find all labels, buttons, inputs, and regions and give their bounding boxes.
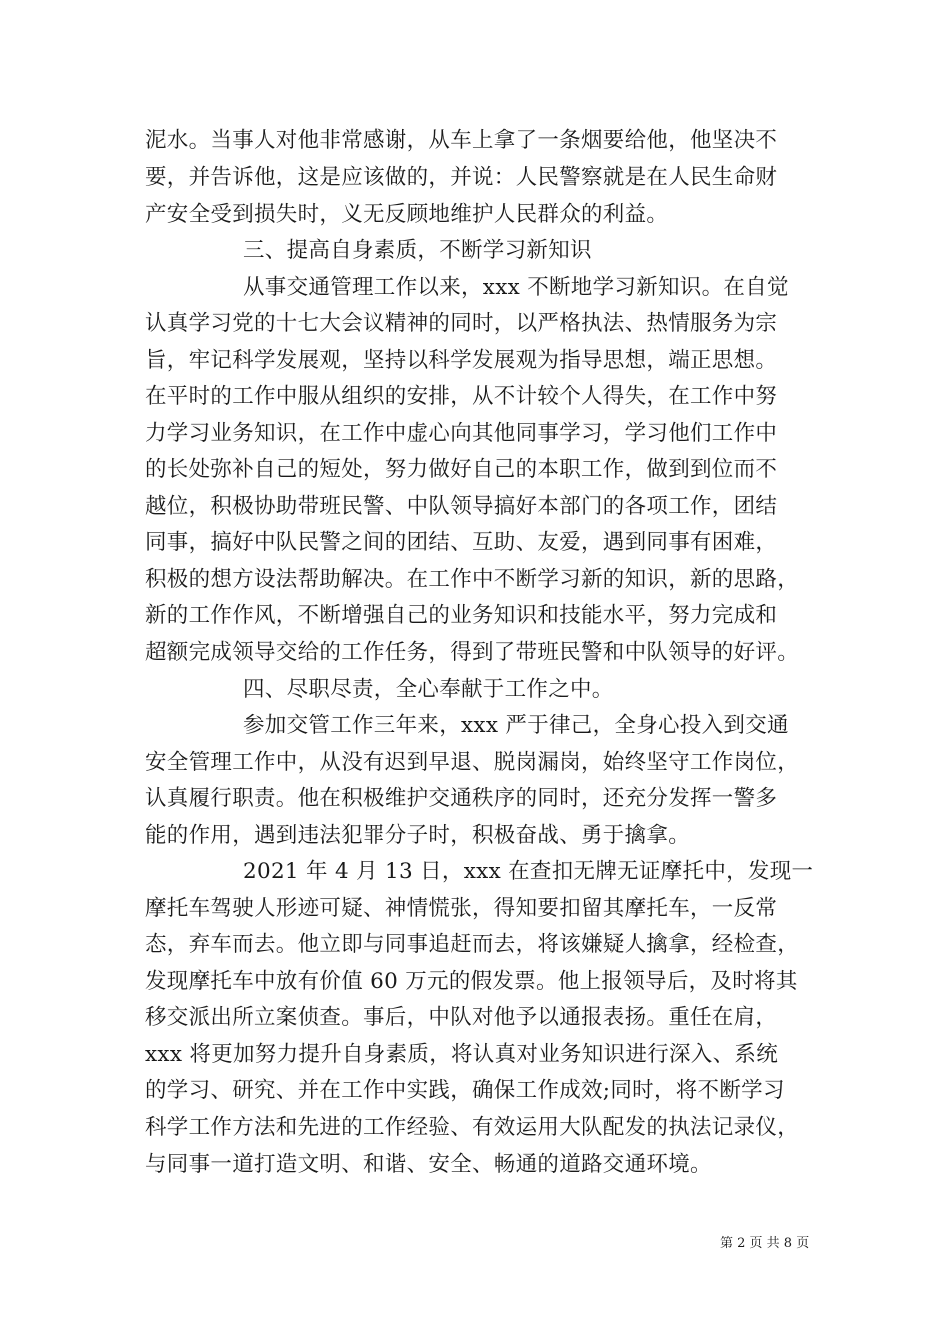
text-line: 安全管理工作中，从没有迟到早退、脱岗漏岗，始终坚守工作岗位， <box>145 750 800 775</box>
section-heading-4: 四、尽职尽责，全心奉献于工作之中。 <box>243 677 614 702</box>
text-line: 认真履行职责。他在积极维护交通秩序的同时，还充分发挥一警多 <box>145 786 778 811</box>
text-line: 发现摩托车中放有价值 60 万元的假发票。他上报领导后，及时将其 <box>145 969 798 994</box>
text-line: 2021 年 4 月 13 日，xxx 在查扣无牌无证摩托中，发现一 <box>243 859 814 884</box>
text-line: 越位，积极协助带班民警、中队领导搞好本部门的各项工作，团结 <box>145 494 778 519</box>
section-heading-3: 三、提高自身素质，不断学习新知识 <box>243 238 592 263</box>
text-line: 泥水。当事人对他非常感谢，从车上拿了一条烟要给他，他坚决不 <box>145 128 778 153</box>
text-line: xxx 将更加努力提升自身素质，将认真对业务知识进行深入、系统 <box>145 1042 779 1067</box>
text-line: 产安全受到损失时，义无反顾地维护人民群众的利益。 <box>145 202 669 227</box>
page-number-footer: 第 2 页 共 8 页 <box>720 1236 810 1251</box>
text-line: 能的作用，遇到违法犯罪分子时，积极奋战、勇于擒拿。 <box>145 823 691 848</box>
text-line: 从事交通管理工作以来，xxx 不断地学习新知识。在自觉 <box>243 275 789 300</box>
text-line: 态，弃车而去。他立即与同事追赶而去，将该嫌疑人擒拿，经检查， <box>145 932 800 957</box>
text-line: 认真学习党的十七大会议精神的同时，以严格执法、热情服务为宗 <box>145 311 778 336</box>
text-line: 参加交管工作三年来，xxx 严于律己，全身心投入到交通 <box>243 713 789 738</box>
text-line: 超额完成领导交给的工作任务，得到了带班民警和中队领导的好评。 <box>145 640 800 665</box>
text-line: 同事，搞好中队民警之间的团结、互助、友爱，遇到同事有困难， <box>145 530 778 555</box>
text-line: 在平时的工作中服从组织的安排，从不计较个人得失，在工作中努 <box>145 384 778 409</box>
text-line: 新的工作作风，不断增强自己的业务知识和技能水平，努力完成和 <box>145 603 778 628</box>
text-line: 积极的想方设法帮助解决。在工作中不断学习新的知识，新的思路， <box>145 567 800 592</box>
text-line: 移交派出所立案侦查。事后，中队对他予以通报表扬。重任在肩， <box>145 1005 778 1030</box>
text-line: 摩托车驾驶人形迹可疑、神情慌张，得知要扣留其摩托车，一反常 <box>145 896 778 921</box>
text-line: 科学工作方法和先进的工作经验、有效运用大队配发的执法记录仪， <box>145 1115 800 1140</box>
text-line: 的学习、研究、并在工作中实践，确保工作成效;同时，将不断学习 <box>145 1078 785 1103</box>
text-line: 力学习业务知识，在工作中虚心向其他同事学习，学习他们工作中 <box>145 421 778 446</box>
text-line: 旨，牢记科学发展观，坚持以科学发展观为指导思想，端正思想。 <box>145 348 778 373</box>
text-line: 与同事一道打造文明、和谐、安全、畅通的道路交通环境。 <box>145 1152 712 1177</box>
text-line: 的长处弥补自己的短处，努力做好自己的本职工作，做到到位而不 <box>145 457 778 482</box>
text-line: 要，并告诉他，这是应该做的，并说：人民警察就是在人民生命财 <box>145 165 778 190</box>
